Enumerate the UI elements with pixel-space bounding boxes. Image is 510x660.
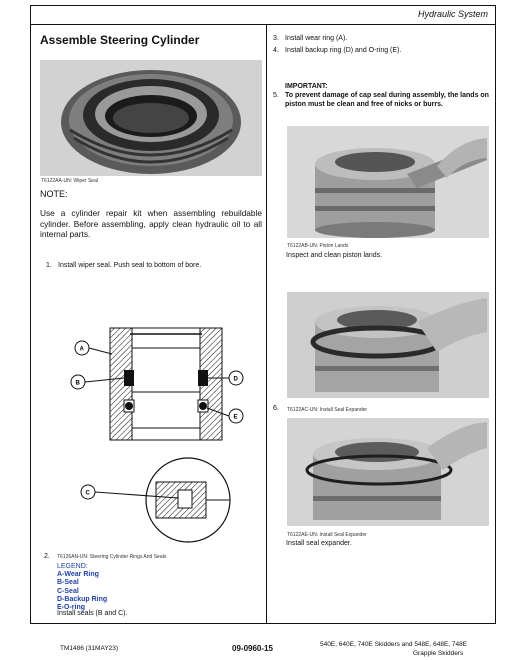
page-header	[30, 5, 496, 25]
seal-expander-text: Install seal expander.	[286, 540, 352, 547]
step-3-text: Install wear ring (A).	[285, 35, 348, 42]
legend-item: A-Wear Ring	[57, 571, 99, 579]
important-box	[273, 82, 493, 109]
step-2-text: Install seals (B and C).	[57, 610, 128, 617]
footer-page-number: 09-0960-15	[232, 644, 273, 653]
seal-expander-caption-2: T6122AE-UN: Install Seal Expander	[287, 532, 367, 538]
step-1-number: 1.	[46, 262, 52, 269]
legend-item: C-Seal	[57, 587, 79, 595]
seal-expander-caption-1: T6122AC-UN: Install Seal Expander	[287, 407, 368, 413]
important-label: IMPORTANT:	[285, 83, 328, 90]
legend-item: E-O-ring	[57, 604, 85, 612]
label-d: D	[233, 376, 238, 383]
column-divider	[266, 25, 267, 624]
note-label: NOTE:	[40, 189, 68, 199]
cylinder-diagram	[60, 320, 250, 545]
footer-models-line2: Grapple Skidders	[413, 650, 464, 657]
wiper-seal-caption: T6122AA-UN: Wiper Seal	[41, 178, 98, 184]
wiper-seal-photo	[40, 60, 262, 176]
piston-lands-photo	[287, 126, 489, 238]
legend	[57, 563, 107, 612]
note-text: Use a cylinder repair kit when assembling rebuildable cylinder. Before assembling, apply clean hydraulic oil to all internal parts.	[40, 208, 262, 239]
step-4-number: 4.	[273, 47, 279, 54]
label-c: C	[85, 490, 90, 497]
step-5-text: To prevent damage of cap seal during assembly, the lands on piston must be clean and free of nicks or burrs.	[285, 92, 489, 108]
page-title: Assemble Steering Cylinder	[40, 33, 200, 47]
label-e: E	[233, 414, 238, 421]
step-3-number: 3.	[273, 35, 279, 42]
step-2-number: 2.	[44, 553, 50, 560]
step-1-text: Install wiper seal. Push seal to bottom of bore.	[58, 262, 202, 269]
step-3	[273, 34, 347, 43]
legend-title: LEGEND:	[57, 563, 88, 570]
section-title: Hydraulic System	[417, 9, 488, 19]
footer-models: 540E, 640E, 740E Skidders and 548E, 648E, 748E	[320, 641, 468, 648]
seal-expander-photo-2	[287, 418, 489, 526]
step-1	[46, 261, 260, 270]
legend-item: D-Backup Ring	[57, 595, 108, 603]
seal-expander-photo-1	[287, 292, 489, 398]
label-a: A	[79, 346, 84, 353]
step-5-number: 5.	[273, 92, 279, 99]
footer-doc-id: TM1486 (31MAY23)	[60, 645, 119, 652]
label-b: B	[75, 380, 80, 387]
step-6-number: 6.	[273, 405, 279, 412]
step-4	[273, 46, 401, 55]
piston-lands-text: Inspect and clean piston lands.	[286, 252, 383, 259]
legend-item: B-Seal	[57, 579, 79, 587]
piston-lands-caption: T6122AB-UN: Piston Lands	[287, 243, 349, 249]
step-4-text: Install backup ring (D) and O-ring (E).	[285, 47, 402, 54]
diagram-caption: T6126AN-UN: Steering Cylinder Rings And Seals	[57, 554, 167, 560]
